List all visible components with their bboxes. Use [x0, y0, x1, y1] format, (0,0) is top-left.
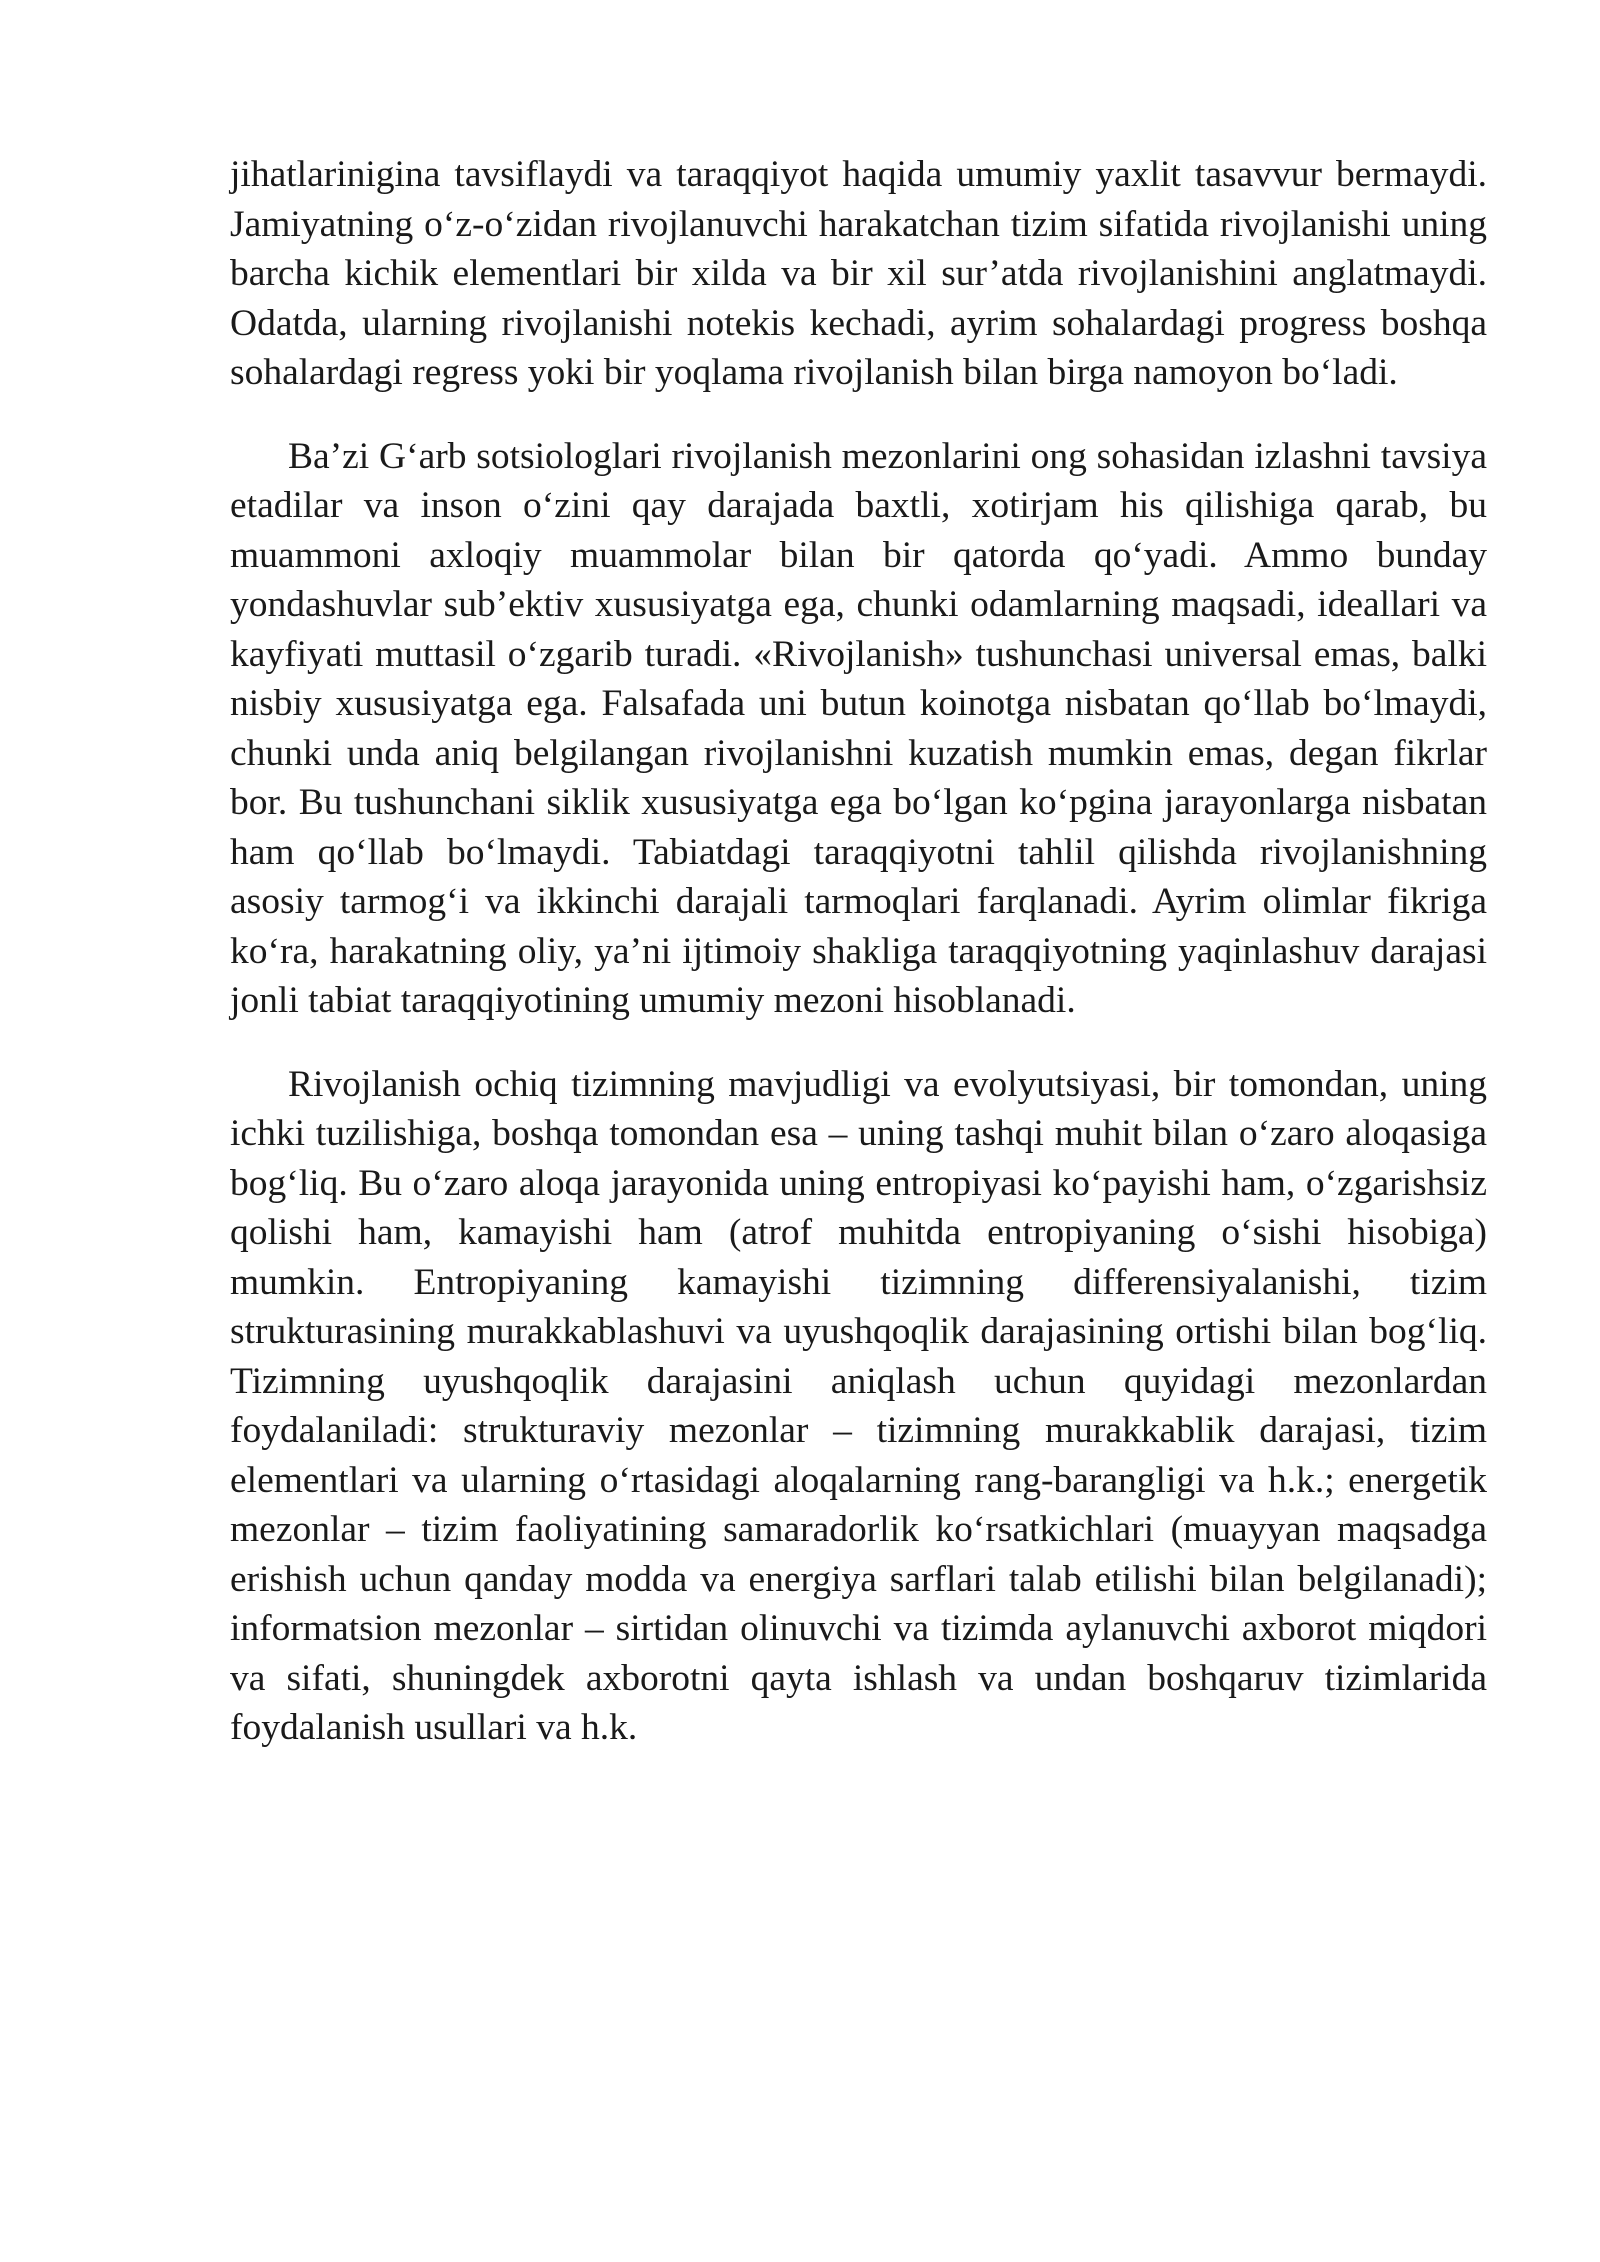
paragraph-development-criteria: Ba’zi G‘arb sotsiologlari rivojlanish mezonlarini ong sohasidan izlashni tavsiya etadilar va inson o‘zini qay darajada baxtli, xotirjam his qilishiga qarab, bu muammoni axloqiy muammolar bilan bir qatorda qo‘yadi. Ammo bunday yondashuvlar sub’ektiv xususiyatga ega, chunki odamlarning maqsadi, ideallari va kayfiyati muttasil o‘zgarib turadi. «Rivojlanish» tushunchasi universal emas, balki nisbiy xususiyatga ega. Falsafada uni butun koinotga nisbatan qo‘llab bo‘lmaydi, chunki unda aniq belgilangan rivojlanishni kuzatish mumkin emas, degan fikrlar bor. Bu tushunchani siklik xususiyatga ega bo‘lgan ko‘pgina jarayonlarga nisbatan ham qo‘llab bo‘lmaydi. Tabiatdagi taraqqiyotni tahlil qilishda rivojlanishning asosiy tarmog‘i va ikkinchi darajali tarmoqlari farqlanadi. Ayrim olimlar fikriga ko‘ra, harakatning oliy, ya’ni ijtimoiy shakliga taraqqiyotning yaqinlashuv darajasi jonli tabiat taraqqiyotining umumiy mezoni hisoblanadi.	[230, 435, 1487, 1021]
paragraph-continuation: jihatlarinigina tavsiflaydi va taraqqiyot haqida umumiy yaxlit tasavvur bermaydi. Jamiyatning o‘z-o‘zidan rivojlanuvchi harakatchan tizim sifatida rivojlanishi uning barcha kichik elementlari bir xilda va bir xil sur’atda rivojlanishini anglatmaydi. Odatda, ularning rivojlanishi notekis kechadi, ayrim sohalardagi progress boshqa sohalardagi regress yoki bir yoqlama rivojlanish bilan birga namoyon bo‘ladi.	[230, 154, 1487, 393]
document-page	[230, 150, 1487, 1787]
paragraph-open-system: Rivojlanish ochiq tizimning mavjudligi va evolyutsiyasi, bir tomondan, uning ichki tuzilishiga, boshqa tomondan esa – uning tashqi muhit bilan o‘zaro aloqasiga bog‘liq. Bu o‘zaro aloqa jarayonida uning entropiyasi ko‘payishi ham, o‘zgarishsiz qolishi ham, kamayishi ham (atrof muhitda entropiyaning o‘sishi hisobiga) mumkin. Entropiyaning kamayishi tizimning differensiyalanishi, tizim strukturasining murakkablashuvi va uyushqoqlik darajasining ortishi bilan bog‘liq. Tizimning uyushqoqlik darajasini aniqlash uchun quyidagi mezonlardan foydalaniladi: strukturaviy mezonlar – tizimning murakkablik darajasi, tizim elementlari va ularning o‘rtasidagi aloqalarning rang-barangligi va h.k.; energetik mezonlar – tizim faoliyatining samaradorlik ko‘rsatkichlari (muayyan maqsadga erishish uchun qanday modda va energiya sarflari talab etilishi bilan belgilanadi); informatsion mezonlar – sirtidan olinuvchi va tizimda aylanuvchi axborot miqdori va sifati, shuningdek axborotni qayta ishlash va undan boshqaruv tizimlarida foydalanish usullari va h.k.	[230, 1063, 1487, 1748]
